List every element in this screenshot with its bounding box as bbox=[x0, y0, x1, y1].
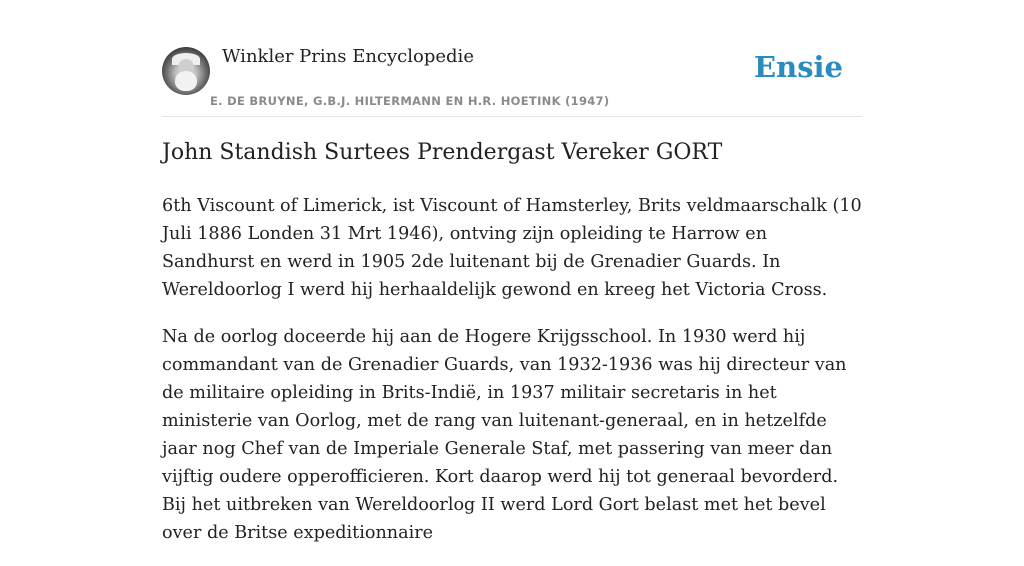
author-avatar[interactable] bbox=[162, 47, 210, 95]
source-authors: E. DE BRUYNE, G.B.J. HILTERMANN EN H.R. HOETINK (1947) bbox=[210, 94, 610, 108]
avatar-beard bbox=[175, 71, 197, 91]
source-title[interactable]: Winkler Prins Encyclopedie bbox=[222, 46, 474, 67]
header bbox=[162, 0, 862, 117]
article-title: John Standish Surtees Prendergast Vereker GORT bbox=[162, 140, 723, 165]
article-paragraph: 6th Viscount of Limerick, ist Viscount of Hamsterley, Brits veldmaarschalk (10 Juli 1886 Londen 31 Mrt 1946), ontving zijn opleiding te Harrow en Sandhurst en werd in 1905 2de luitenant bij de Grenadier Guards. In Wereldoorlog I werd hij herhaaldelijk gewond en kreeg het Victoria Cross. bbox=[162, 196, 862, 300]
article-body bbox=[162, 192, 862, 566]
brand-logo[interactable]: Ensie bbox=[754, 50, 843, 84]
page bbox=[162, 0, 862, 543]
article-paragraph: Na de oorlog doceerde hij aan de Hogere Krijgsschool. In 1930 werd hij commandant van de Grenadier Guards, van 1932-1936 was hij directeur van de militaire opleiding in Brits-Indië, in 1937 militair secretaris in het ministerie van Oorlog, met de rang van luitenant-generaal, en in hetzelfde jaar nog Chef van de Imperiale Generale Staf, met passering van meer dan vijftig oudere opperofficieren. Kort daarop werd hij tot generaal bevorderd. Bij het uitbreken van Wereldoorlog II werd Lord Gort belast met het bevel over de Britse expeditionnaire bbox=[162, 327, 847, 543]
